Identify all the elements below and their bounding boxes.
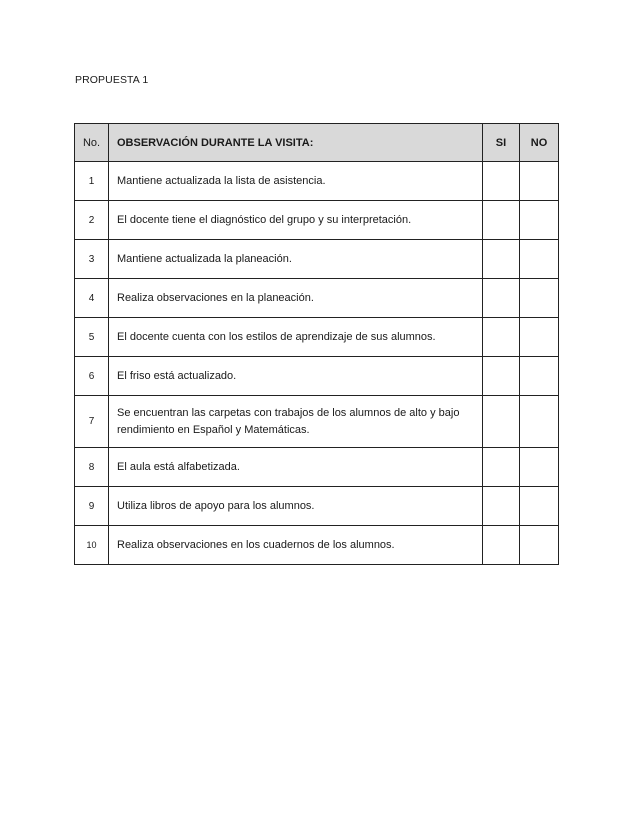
no-checkbox-cell[interactable] [520,526,559,565]
no-checkbox-cell[interactable] [520,240,559,279]
row-observation: Realiza observaciones en los cuadernos de los alumnos. [109,526,483,565]
table-row [75,396,559,448]
no-checkbox-cell[interactable] [520,279,559,318]
table-row [75,487,559,526]
row-number: 9 [75,487,109,526]
row-observation: El docente cuenta con los estilos de aprendizaje de sus alumnos. [109,318,483,357]
row-number: 3 [75,240,109,279]
table-row [75,526,559,565]
table-row [75,279,559,318]
table-row [75,201,559,240]
header-observation: OBSERVACIÓN DURANTE LA VISITA: [109,124,483,162]
no-checkbox-cell[interactable] [520,318,559,357]
table-row [75,357,559,396]
header-no: NO [520,124,559,162]
yes-checkbox-cell[interactable] [483,396,520,448]
header-yes: SI [483,124,520,162]
yes-checkbox-cell[interactable] [483,448,520,487]
yes-checkbox-cell[interactable] [483,487,520,526]
row-number: 5 [75,318,109,357]
no-checkbox-cell[interactable] [520,201,559,240]
no-checkbox-cell[interactable] [520,487,559,526]
header-number: No. [75,124,109,162]
row-number: 4 [75,279,109,318]
row-number: 7 [75,396,109,448]
table-row [75,240,559,279]
yes-checkbox-cell[interactable] [483,201,520,240]
row-number: 6 [75,357,109,396]
row-number: 8 [75,448,109,487]
yes-checkbox-cell[interactable] [483,162,520,201]
no-checkbox-cell[interactable] [520,448,559,487]
row-number: 10 [75,526,109,565]
observation-table [74,123,559,565]
table-header-row [75,124,559,162]
table-row [75,448,559,487]
yes-checkbox-cell[interactable] [483,240,520,279]
row-number: 1 [75,162,109,201]
yes-checkbox-cell[interactable] [483,357,520,396]
row-observation: Se encuentran las carpetas con trabajos de los alumnos de alto y bajo rendimiento en Español y Matemáticas. [109,396,483,448]
no-checkbox-cell[interactable] [520,357,559,396]
no-checkbox-cell[interactable] [520,396,559,448]
row-observation: Mantiene actualizada la planeación. [109,240,483,279]
row-observation: Mantiene actualizada la lista de asistencia. [109,162,483,201]
table-row [75,162,559,201]
page-title: PROPUESTA 1 [75,74,149,86]
row-number: 2 [75,201,109,240]
row-observation: Utiliza libros de apoyo para los alumnos. [109,487,483,526]
table-row [75,318,559,357]
row-observation: El friso está actualizado. [109,357,483,396]
no-checkbox-cell[interactable] [520,162,559,201]
yes-checkbox-cell[interactable] [483,279,520,318]
row-observation: El aula está alfabetizada. [109,448,483,487]
row-observation: Realiza observaciones en la planeación. [109,279,483,318]
row-observation: El docente tiene el diagnóstico del grupo y su interpretación. [109,201,483,240]
yes-checkbox-cell[interactable] [483,318,520,357]
yes-checkbox-cell[interactable] [483,526,520,565]
